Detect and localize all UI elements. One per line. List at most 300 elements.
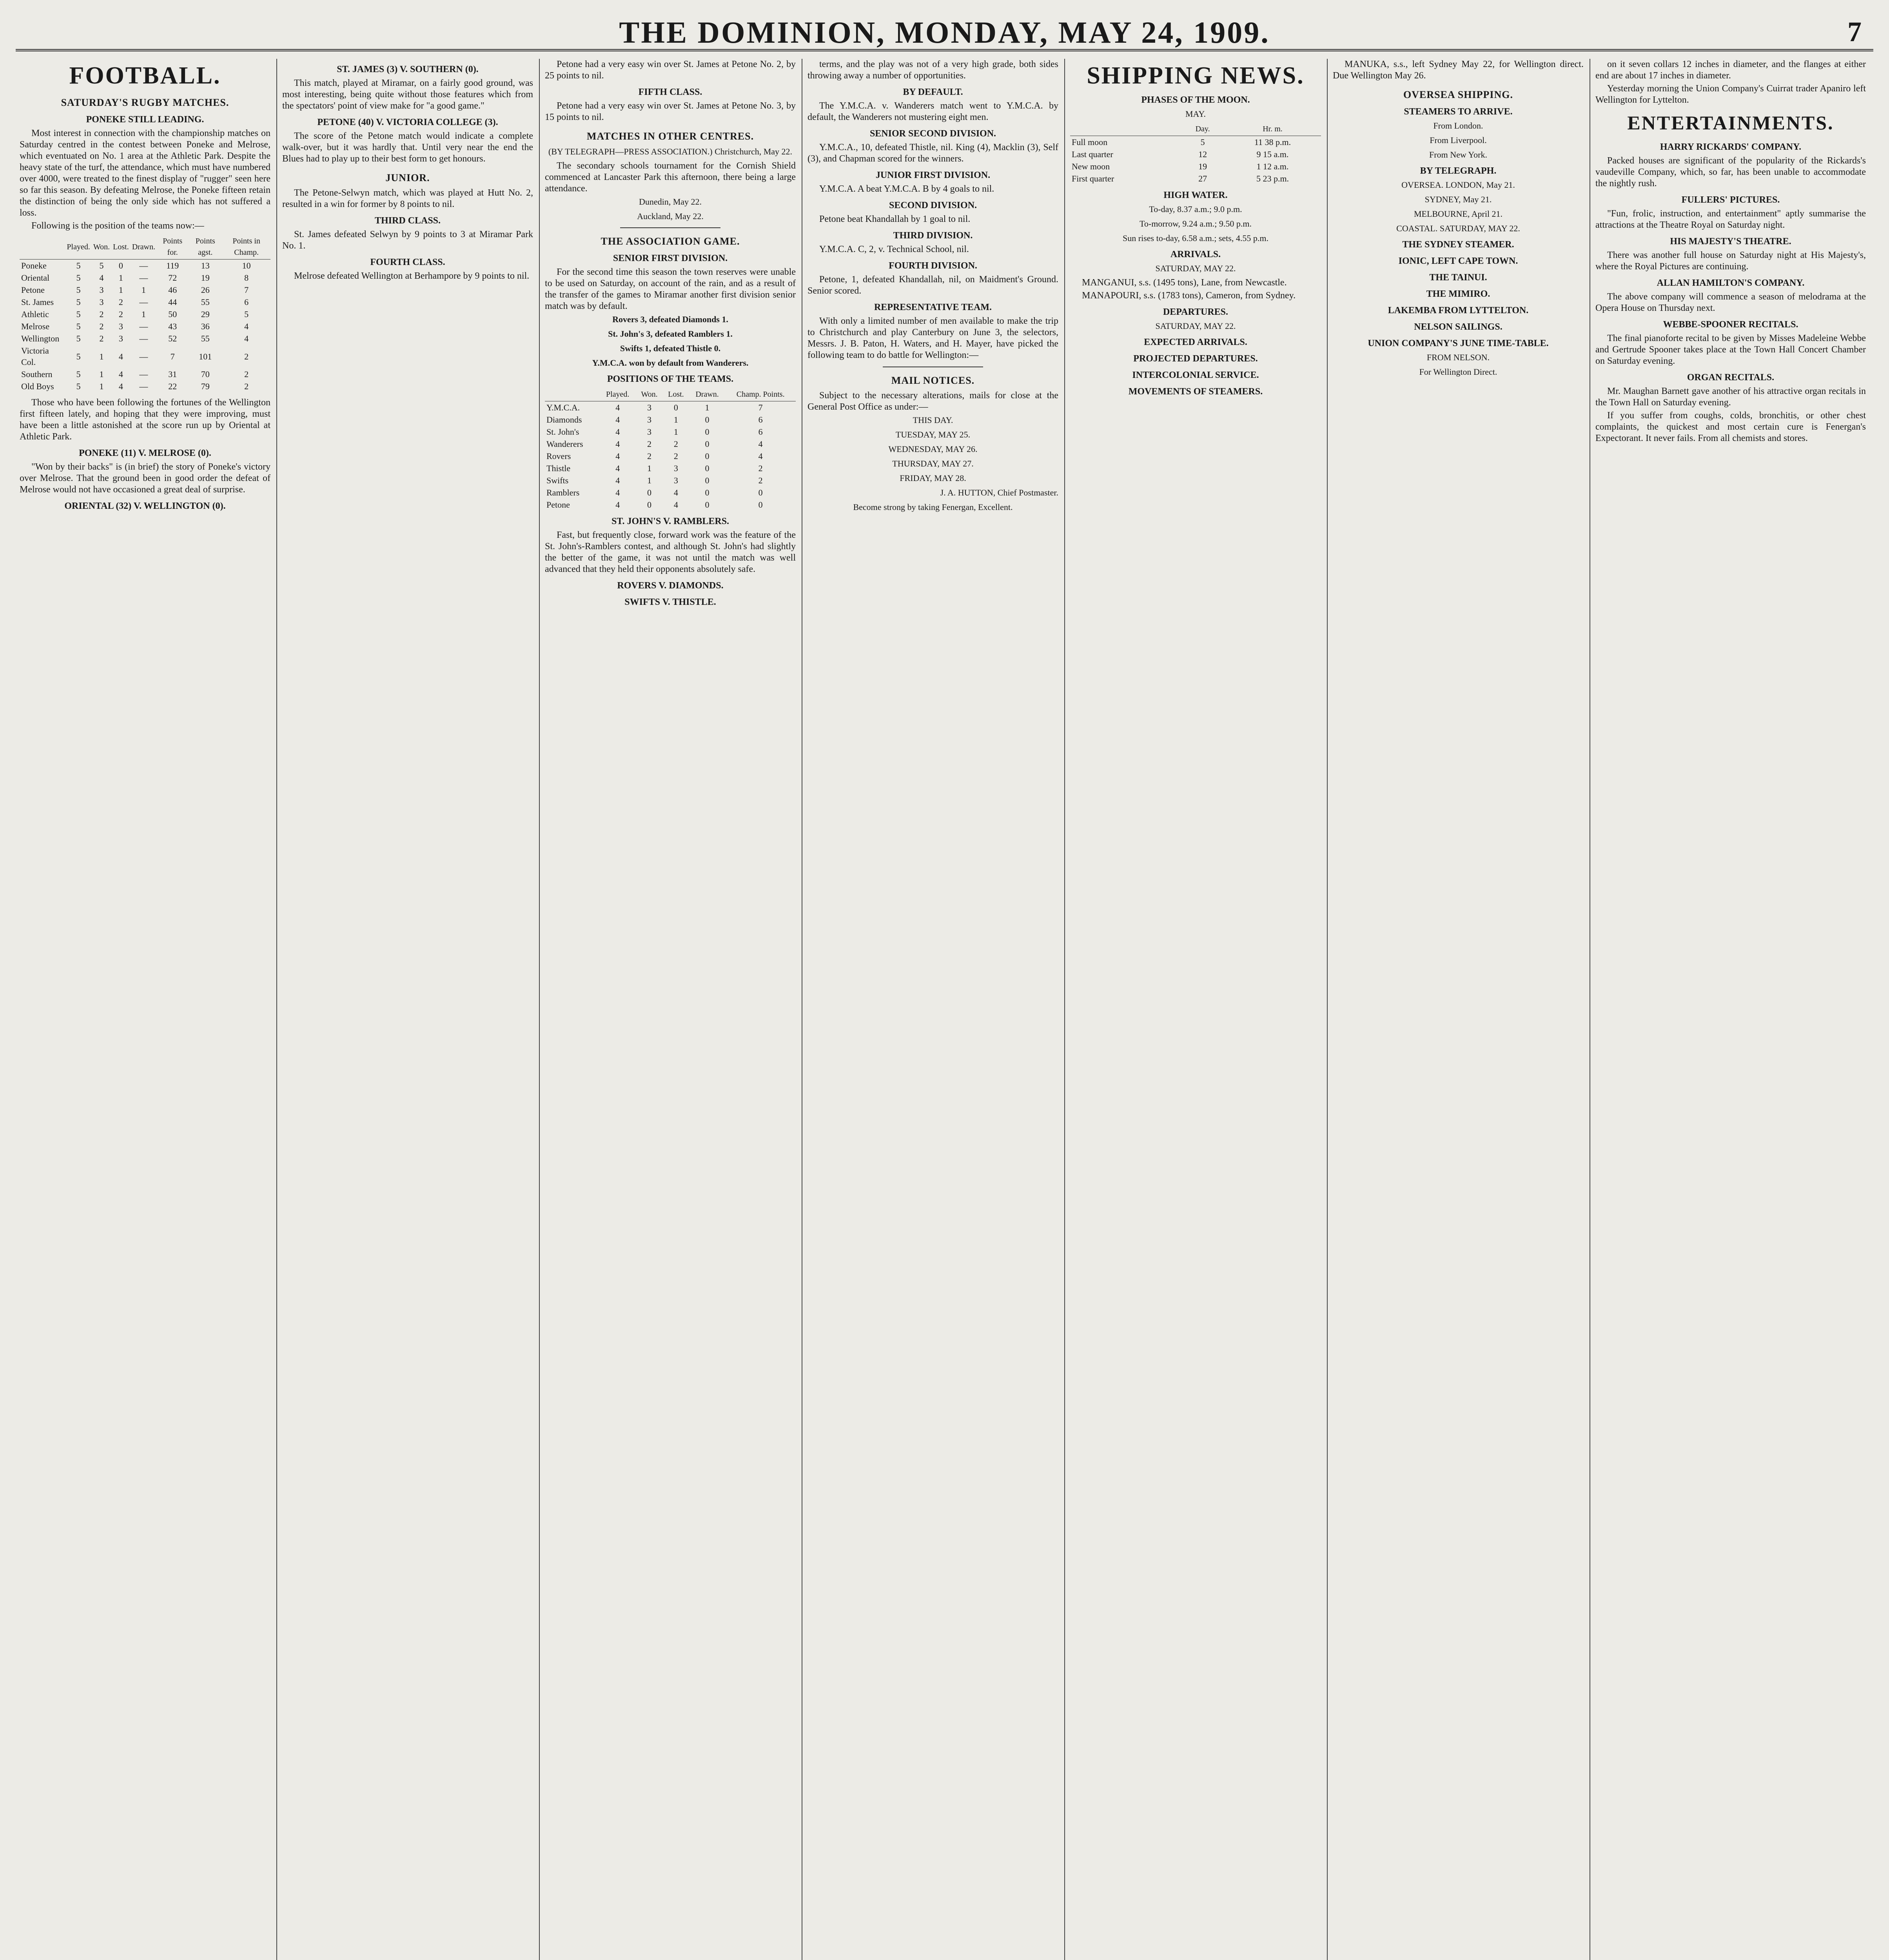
table-row bbox=[545, 499, 796, 511]
table-header-cell: Day. bbox=[1181, 123, 1224, 136]
table-cell: Victoria Col. bbox=[21, 346, 49, 367]
table-cell: — bbox=[139, 369, 148, 379]
table-cell: 13 bbox=[201, 261, 210, 270]
table-cell: 31 bbox=[168, 369, 177, 379]
table-row bbox=[20, 380, 270, 392]
subheading: THE SYDNEY STEAMER. bbox=[1402, 240, 1514, 250]
article-paragraph: If you suffer from coughs, colds, bronchitis, or other chest complaints, the quickest and most certain cure is Fenergan's Expectorant. It never fails. From all chemists and stores. bbox=[1595, 410, 1866, 443]
table-cell: 4 bbox=[615, 500, 620, 510]
article-paragraph: With only a limited number of men available to make the trip to Christchurch and play Canterbury on June 3, the selectors, Messrs. J. B. Paton, H. Waters, and H. Mayer, have picked the following team to do battle for Wellington:— bbox=[807, 316, 1058, 360]
from-line: FROM NELSON. bbox=[1426, 352, 1490, 362]
table-cell: 5 bbox=[76, 321, 81, 331]
article-paragraph: Fast, but frequently close, forward work was the feature of the St. John's-Ramblers contest, and although St. John's had slightly the better of the game, it was not until the match was well advanced that they held their opponents absolutely safe. bbox=[545, 530, 796, 574]
article-paragraph: Mr. Maughan Barnett gave another of his attractive organ recitals in the Town Hall on Saturday evening. bbox=[1595, 386, 1866, 408]
table-cell: 1 bbox=[141, 309, 146, 319]
table-row bbox=[545, 486, 796, 499]
table-header-cell: Points in Champ. bbox=[222, 235, 270, 260]
table-cell: 2 bbox=[673, 451, 678, 461]
subheading: PONEKE (11) V. MELROSE (0). bbox=[79, 448, 211, 458]
table-cell: 72 bbox=[168, 273, 177, 283]
table-cell: 70 bbox=[201, 369, 210, 379]
table-cell: St. John's bbox=[546, 427, 579, 437]
table-header-cell: Played. bbox=[65, 235, 91, 260]
table-row bbox=[545, 474, 796, 486]
table-cell: 0 bbox=[758, 500, 763, 510]
table-cell: 1 bbox=[118, 273, 123, 283]
subheading: HIGH WATER. bbox=[1163, 190, 1228, 200]
article-paragraph: Packed houses are significant of the popularity of the Rickards's vaudeville Company, which, so far, has been unable to accommodate the nightly rush. bbox=[1595, 156, 1866, 189]
table-cell: 1 bbox=[647, 463, 652, 473]
article-paragraph: Petone had a very easy win over St. James at Petone No. 2, by 25 points to nil. bbox=[545, 59, 796, 81]
table-row bbox=[20, 296, 270, 308]
table-cell: Wanderers bbox=[546, 439, 583, 449]
rugby-standings-table bbox=[20, 235, 270, 392]
subheading: INTERCOLONIAL SERVICE. bbox=[1132, 370, 1259, 380]
departures-date: SATURDAY, MAY 22. bbox=[1155, 321, 1236, 331]
table-row bbox=[545, 426, 796, 438]
table-cell: Old Boys bbox=[21, 381, 54, 391]
table-cell: Y.M.C.A. bbox=[546, 403, 580, 412]
table-cell: 5 bbox=[76, 261, 81, 270]
article-paragraph: "Won by their backs" is (in brief) the story of Poneke's victory over Melrose. That the ground been in good order the defeat of Melrose would not have occasioned a great deal of surprise. bbox=[20, 462, 270, 495]
subheading: LAKEMBA FROM LYTTELTON. bbox=[1388, 305, 1529, 316]
table-cell: 43 bbox=[168, 321, 177, 331]
table-cell: 4 bbox=[118, 369, 123, 379]
result-line: Swifts 1, defeated Thistle 0. bbox=[620, 343, 721, 353]
table-cell: 4 bbox=[615, 415, 620, 425]
table-cell: 50 bbox=[168, 309, 177, 319]
from-line: For Wellington Direct. bbox=[1419, 367, 1497, 377]
table-row bbox=[20, 320, 270, 332]
high-water-line: To-morrow, 9.24 a.m.; 9.50 p.m. bbox=[1139, 219, 1252, 229]
table-cell: 2 bbox=[99, 321, 104, 331]
subheading: UNION COMPANY'S JUNE TIME-TABLE. bbox=[1368, 338, 1549, 348]
from-line: From London. bbox=[1433, 121, 1483, 131]
signoff: J. A. HUTTON, Chief Postmaster. bbox=[940, 488, 1058, 497]
result-line: Rovers 3, defeated Diamonds 1. bbox=[612, 314, 728, 324]
table-cell: 1 12 a.m. bbox=[1256, 162, 1289, 171]
table-cell: 26 bbox=[201, 285, 210, 295]
article-paragraph: Y.M.C.A., 10, defeated Thistle, nil. King (4), Macklin (3), Self (3), and Chapman scored for the winners. bbox=[807, 142, 1058, 164]
table-cell: 4 bbox=[758, 451, 763, 461]
advert-line: Become strong by taking Fenergan, Excellent. bbox=[853, 502, 1013, 512]
table-cell: 7 bbox=[758, 403, 763, 412]
table-cell: 3 bbox=[99, 297, 104, 307]
table-cell: 7 bbox=[244, 285, 249, 295]
section-heading: JUNIOR. bbox=[385, 172, 430, 183]
moon-phases-table bbox=[1070, 123, 1321, 185]
article-paragraph: Y.M.C.A. C, 2, v. Technical School, nil. bbox=[819, 244, 969, 254]
article-paragraph: Those who have been following the fortunes of the Wellington first fifteen lately, and hoping that they were improving, must have been a little astonished at the score run up by Oriental at Athletic Park. bbox=[20, 397, 270, 442]
table-cell: 4 bbox=[615, 403, 620, 412]
table-cell: 9 15 a.m. bbox=[1256, 149, 1289, 159]
table-cell: 3 bbox=[647, 403, 652, 412]
article-paragraph: The Y.M.C.A. v. Wanderers match went to Y.M.C.A. by default, the Wanderers not mustering eight men. bbox=[807, 101, 1058, 122]
arrivals-date: SATURDAY, MAY 22. bbox=[1155, 263, 1236, 273]
column-5 bbox=[1070, 59, 1321, 1960]
table-cell: 0 bbox=[118, 261, 123, 270]
association-standings-table bbox=[545, 388, 796, 511]
dateline: Auckland, May 22. bbox=[637, 211, 704, 221]
table-cell: 101 bbox=[199, 351, 212, 361]
table-cell: 4 bbox=[118, 381, 123, 391]
table-cell: 4 bbox=[615, 463, 620, 473]
table-cell: 6 bbox=[758, 427, 763, 437]
divider bbox=[620, 227, 720, 228]
table-header-cell bbox=[20, 235, 65, 260]
column-1 bbox=[20, 59, 270, 1960]
table-cell: 1 bbox=[99, 381, 104, 391]
table-cell: 1 bbox=[673, 415, 678, 425]
table-header-cell: Points agst. bbox=[188, 235, 222, 260]
subheading: THIRD DIVISION. bbox=[893, 230, 973, 241]
dateline: (BY TELEGRAPH—PRESS ASSOCIATION.) Christchurch, May 22. bbox=[548, 147, 793, 156]
subheading: IONIC, LEFT CAPE TOWN. bbox=[1398, 256, 1518, 266]
article-paragraph: Y.M.C.A. A beat Y.M.C.A. B by 4 goals to nil. bbox=[819, 184, 994, 194]
table-cell: 0 bbox=[705, 500, 710, 510]
table-cell: 3 bbox=[647, 427, 652, 437]
subheading: HARRY RICKARDS' COMPANY. bbox=[1660, 142, 1802, 152]
table-cell: 2 bbox=[244, 369, 249, 379]
table-cell: 3 bbox=[118, 321, 123, 331]
table-cell: Poneke bbox=[21, 261, 47, 270]
column-divider bbox=[1064, 59, 1065, 1960]
table-cell: 5 bbox=[76, 273, 81, 283]
mail-day: FRIDAY, MAY 28. bbox=[900, 473, 966, 483]
subheading: THE MIMIRO. bbox=[1426, 289, 1490, 299]
table-cell: Ramblers bbox=[546, 488, 580, 497]
subheading: ORIENTAL (32) V. WELLINGTON (0). bbox=[64, 501, 226, 511]
table-cell: 1 bbox=[673, 427, 678, 437]
table-cell: — bbox=[139, 381, 148, 391]
table-row bbox=[545, 462, 796, 474]
table-cell: 3 bbox=[647, 415, 652, 425]
table-cell: 0 bbox=[705, 427, 710, 437]
article-paragraph: Petone beat Khandallah by 1 goal to nil. bbox=[819, 214, 971, 224]
section-heading: MATCHES IN OTHER CENTRES. bbox=[586, 131, 754, 142]
article-paragraph: The score of the Petone match would indicate a complete walk-over, but it was hardly that. Until very near the end the Blues had to play up to their best form to get honours. bbox=[282, 131, 533, 164]
table-row bbox=[1070, 136, 1321, 149]
table-cell: 4 bbox=[673, 500, 678, 510]
table-cell: 0 bbox=[705, 415, 710, 425]
column-divider bbox=[539, 59, 540, 1960]
table-row bbox=[1070, 160, 1321, 172]
table-cell: 4 bbox=[118, 351, 123, 361]
table-cell: 1 bbox=[118, 285, 123, 295]
subheading: NELSON SAILINGS. bbox=[1414, 322, 1502, 332]
table-cell: 29 bbox=[201, 309, 210, 319]
table-cell: 5 bbox=[76, 381, 81, 391]
table-cell: 0 bbox=[705, 475, 710, 485]
article-paragraph: Yesterday morning the Union Company's Cuirrat trader Apaniro left Wellington for Lyttelton. bbox=[1595, 83, 1866, 105]
table-cell: Swifts bbox=[546, 475, 569, 485]
table-cell: 27 bbox=[1198, 174, 1207, 183]
table-cell: Last quarter bbox=[1072, 149, 1113, 159]
section-heading: MAIL NOTICES. bbox=[891, 375, 975, 386]
column-6 bbox=[1333, 59, 1584, 1960]
subheading: HIS MAJESTY'S THEATRE. bbox=[1670, 236, 1791, 247]
subheading: FIFTH CLASS. bbox=[638, 87, 702, 97]
subheading: ST. JOHN'S V. RAMBLERS. bbox=[611, 516, 729, 526]
article-paragraph: Petone had a very easy win over St. James at Petone No. 3, by 15 points to nil. bbox=[545, 101, 796, 122]
table-cell: 2 bbox=[118, 309, 123, 319]
article-paragraph: MANAPOURI, s.s. (1783 tons), Cameron, from Sydney. bbox=[1082, 290, 1296, 301]
table-cell: — bbox=[139, 261, 148, 270]
table-cell: 2 bbox=[647, 439, 652, 449]
table-cell: 1 bbox=[99, 369, 104, 379]
telegraph-line: OVERSEA. LONDON, May 21. bbox=[1401, 180, 1515, 190]
column-divider bbox=[1327, 59, 1328, 1960]
table-cell: 5 bbox=[1200, 137, 1205, 147]
table-cell: Diamonds bbox=[546, 415, 582, 425]
subheading: THIRD CLASS. bbox=[374, 216, 441, 226]
table-cell: 5 bbox=[76, 334, 81, 343]
article-paragraph: terms, and the play was not of a very high grade, both sides throwing away a number of opportunities. bbox=[807, 59, 1058, 81]
article-paragraph: This match, played at Miramar, on a fairly good ground, was most interesting, being quite without those features which from the spectators' point of view make for "a good game." bbox=[282, 78, 533, 111]
table-cell: 5 bbox=[76, 309, 81, 319]
subheading: FULLERS' PICTURES. bbox=[1681, 195, 1780, 205]
table-cell: 0 bbox=[705, 463, 710, 473]
table-header-cell bbox=[545, 388, 599, 401]
table-header-cell: Hr. m. bbox=[1224, 123, 1321, 136]
table-cell: — bbox=[139, 334, 148, 343]
subheading: SWIFTS V. THISTLE. bbox=[624, 597, 716, 607]
table-row bbox=[545, 414, 796, 426]
table-header-cell: Played. bbox=[599, 388, 636, 401]
high-water-line: To-day, 8.37 a.m.; 9.0 p.m. bbox=[1149, 204, 1242, 214]
table-cell: 10 bbox=[242, 261, 251, 270]
table-cell: 3 bbox=[673, 463, 678, 473]
table-header-cell: Champ. Points. bbox=[725, 388, 796, 401]
masthead bbox=[16, 12, 1873, 51]
subheading: ARRIVALS. bbox=[1170, 249, 1221, 260]
table-cell: 5 bbox=[99, 261, 104, 270]
subheading: PROJECTED DEPARTURES. bbox=[1133, 354, 1258, 364]
table-cell: Petone bbox=[546, 500, 570, 510]
table-row bbox=[545, 450, 796, 462]
table-cell: 4 bbox=[615, 488, 620, 497]
table-row bbox=[1070, 172, 1321, 185]
table-cell: Rovers bbox=[546, 451, 571, 461]
subheading: STEAMERS TO ARRIVE. bbox=[1404, 107, 1513, 117]
subheading: BY TELEGRAPH. bbox=[1420, 166, 1497, 176]
table-cell: 0 bbox=[705, 488, 710, 497]
subheading: FOURTH CLASS. bbox=[370, 257, 445, 267]
article-paragraph: "Fun, frolic, instruction, and entertainment" aptly summarise the attractions at the Theatre Royal on Saturday night. bbox=[1595, 209, 1866, 230]
mail-day: WEDNESDAY, MAY 26. bbox=[888, 444, 978, 454]
column-7 bbox=[1595, 59, 1866, 1960]
article-paragraph: There was another full house on Saturday night at His Majesty's, where the Royal Pictures are continuing. bbox=[1595, 250, 1866, 272]
table-cell: Southern bbox=[21, 369, 53, 379]
table-cell: 4 bbox=[244, 321, 249, 331]
table-cell: 0 bbox=[647, 488, 652, 497]
subheading: ALLAN HAMILTON'S COMPANY. bbox=[1657, 278, 1805, 288]
article-paragraph: on it seven collars 12 inches in diameter, and the flanges at either end are about 17 inches in diameter. bbox=[1595, 59, 1866, 81]
subheading: BY DEFAULT. bbox=[903, 87, 963, 97]
table-cell: — bbox=[139, 321, 148, 331]
telegraph-line: SYDNEY, May 21. bbox=[1424, 194, 1492, 204]
table-cell: 5 bbox=[76, 369, 81, 379]
sun-times: Sun rises to-day, 6.58 a.m.; sets, 4.55 p.m. bbox=[1123, 233, 1268, 243]
table-cell: 36 bbox=[201, 321, 210, 331]
article-paragraph: Most interest in connection with the championship matches on Saturday centred in the contest between Poneke and Melrose, which eventuated on No. 1 area at the Athletic Park. Despite the heavy state of the turf, the attendance, which must have numbered over 4000, were treated to the finest display of "rugger" seen here so far this season. By defeating Melrose, the Poneke fifteen retain the distinction of being the only side which has not suffered a loss. bbox=[20, 128, 270, 218]
table-cell: 5 23 p.m. bbox=[1256, 174, 1289, 183]
subheading: SENIOR SECOND DIVISION. bbox=[869, 129, 996, 139]
table-cell: 55 bbox=[201, 297, 210, 307]
subheading: EXPECTED ARRIVALS. bbox=[1144, 337, 1247, 347]
table-row bbox=[545, 438, 796, 450]
table-cell: 11 38 p.m. bbox=[1254, 137, 1291, 147]
table-header-cell: Lost. bbox=[111, 235, 131, 260]
table-cell: Thistle bbox=[546, 463, 571, 473]
table-cell: 2 bbox=[99, 309, 104, 319]
article-paragraph: The secondary schools tournament for the Cornish Shield commenced at Lancaster Park this afternoon, there being a large attendance. bbox=[545, 161, 796, 194]
table-cell: 3 bbox=[673, 475, 678, 485]
table-cell: 8 bbox=[244, 273, 249, 283]
table-row bbox=[20, 272, 270, 284]
table-row bbox=[20, 332, 270, 345]
subheading: PHASES OF THE MOON. bbox=[1141, 95, 1250, 105]
entertainments-heading: ENTERTAINMENTS. bbox=[1627, 112, 1834, 134]
telegraph-line: MELBOURNE, April 21. bbox=[1414, 209, 1503, 219]
page-number: 7 bbox=[1847, 16, 1862, 47]
article-paragraph: For the second time this season the town reserves were unable to be used on Saturday, on account of the rain, and as a result of the transfer of the games to Miramar another first division senior match was by default. bbox=[545, 267, 796, 311]
table-cell: 79 bbox=[201, 381, 210, 391]
moon-month: MAY. bbox=[1185, 109, 1206, 119]
subheading: MOVEMENTS OF STEAMERS. bbox=[1128, 387, 1263, 397]
table-cell: 4 bbox=[615, 439, 620, 449]
table-cell: 22 bbox=[168, 381, 177, 391]
article-paragraph: MANUKA, s.s., left Sydney May 22, for Wellington direct. Due Wellington May 26. bbox=[1333, 59, 1584, 81]
subheading: WEBBE-SPOONER RECITALS. bbox=[1663, 319, 1798, 330]
table-cell: 0 bbox=[705, 439, 710, 449]
table-row bbox=[20, 308, 270, 320]
article-paragraph: The final pianoforte recital to be given by Misses Madeleine Webbe and Gertrude Spooner takes place at the Town Hall Concert Chamber on Saturday evening. bbox=[1595, 333, 1866, 366]
table-cell: 5 bbox=[76, 351, 81, 361]
table-cell: 3 bbox=[118, 334, 123, 343]
subheading: SECOND DIVISION. bbox=[889, 200, 977, 211]
table-cell: 5 bbox=[76, 285, 81, 295]
subheading: PONEKE STILL LEADING. bbox=[86, 114, 204, 125]
table-row bbox=[1070, 148, 1321, 160]
article-paragraph: Subject to the necessary alterations, mails for close at the General Post Office as under:— bbox=[807, 390, 1058, 412]
article-paragraph: Melrose defeated Wellington at Berhampore by 9 points to nil. bbox=[294, 271, 530, 281]
table-cell: 6 bbox=[758, 415, 763, 425]
section-heading: SATURDAY'S RUGBY MATCHES. bbox=[61, 97, 229, 108]
table-cell: 1 bbox=[99, 351, 104, 361]
table-cell: 4 bbox=[615, 451, 620, 461]
table-cell: 4 bbox=[615, 475, 620, 485]
table-row bbox=[20, 284, 270, 296]
dateline: Dunedin, May 22. bbox=[639, 197, 702, 207]
shipping-heading: SHIPPING NEWS. bbox=[1087, 62, 1305, 89]
result-line: Y.M.C.A. won by default from Wanderers. bbox=[592, 358, 749, 368]
table-cell: Oriental bbox=[21, 273, 50, 283]
column-2 bbox=[282, 59, 533, 1960]
football-heading: FOOTBALL. bbox=[69, 62, 221, 89]
table-cell: 7 bbox=[170, 351, 175, 361]
table-cell: Athletic bbox=[21, 309, 49, 319]
table-cell: Full moon bbox=[1072, 137, 1108, 147]
from-line: From Liverpool. bbox=[1430, 135, 1487, 145]
table-cell: 1 bbox=[705, 403, 710, 412]
article-paragraph: Following is the position of the teams now:— bbox=[31, 221, 204, 231]
table-cell: St. James bbox=[21, 297, 54, 307]
telegraph-line: COASTAL. SATURDAY, MAY 22. bbox=[1396, 223, 1520, 233]
section-heading: THE ASSOCIATION GAME. bbox=[601, 236, 740, 247]
table-header-cell bbox=[1070, 123, 1181, 136]
table-cell: 119 bbox=[166, 261, 179, 270]
table-cell: 5 bbox=[244, 309, 249, 319]
table-cell: 0 bbox=[673, 403, 678, 412]
subheading: ROVERS V. DIAMONDS. bbox=[617, 581, 724, 591]
table-cell: 2 bbox=[118, 297, 123, 307]
table-cell: 4 bbox=[244, 334, 249, 343]
table-cell: 2 bbox=[758, 475, 763, 485]
table-header-cell: Drawn. bbox=[689, 388, 726, 401]
article-paragraph: St. James defeated Selwyn by 9 points to 3 at Miramar Park No. 1. bbox=[282, 229, 533, 251]
table-cell: — bbox=[139, 351, 148, 361]
subheading: THE TAINUI. bbox=[1429, 272, 1487, 283]
table-row bbox=[20, 260, 270, 272]
table-cell: 4 bbox=[615, 427, 620, 437]
section-heading: OVERSEA SHIPPING. bbox=[1403, 89, 1513, 100]
table-cell: 55 bbox=[201, 334, 210, 343]
table-cell: 4 bbox=[758, 439, 763, 449]
table-cell: 0 bbox=[758, 488, 763, 497]
subheading: ORGAN RECITALS. bbox=[1687, 372, 1775, 383]
from-line: From New York. bbox=[1429, 150, 1487, 160]
table-cell: 4 bbox=[673, 488, 678, 497]
table-row bbox=[20, 368, 270, 380]
subheading: FOURTH DIVISION. bbox=[889, 261, 977, 271]
subheading: JUNIOR FIRST DIVISION. bbox=[875, 170, 991, 180]
subheading: PETONE (40) V. VICTORIA COLLEGE (3). bbox=[317, 117, 498, 127]
table-cell: 0 bbox=[647, 500, 652, 510]
table-cell: 46 bbox=[168, 285, 177, 295]
newspaper-page bbox=[16, 12, 1873, 1960]
article-paragraph: MANGANUI, s.s. (1495 tons), Lane, from Newcastle. bbox=[1082, 278, 1287, 288]
table-cell: 2 bbox=[758, 463, 763, 473]
table-cell: 12 bbox=[1198, 149, 1207, 159]
table-cell: 6 bbox=[244, 297, 249, 307]
column-divider bbox=[276, 59, 277, 1960]
table-row bbox=[20, 345, 270, 368]
table-header-cell: Won. bbox=[92, 235, 111, 260]
table-cell: 0 bbox=[705, 451, 710, 461]
mail-day: TUESDAY, MAY 25. bbox=[895, 430, 971, 439]
table-header-cell: Points for. bbox=[157, 235, 188, 260]
table-cell: 1 bbox=[647, 475, 652, 485]
table-cell: 44 bbox=[168, 297, 177, 307]
mail-day: THURSDAY, MAY 27. bbox=[892, 459, 974, 468]
table-cell: Wellington bbox=[21, 334, 60, 343]
article-paragraph: The above company will commence a season of melodrama at the Opera House on Thursday next. bbox=[1595, 292, 1866, 313]
table-header-cell: Drawn. bbox=[131, 235, 157, 260]
table-cell: 2 bbox=[99, 334, 104, 343]
table-cell: 19 bbox=[1198, 162, 1207, 171]
table-cell: 5 bbox=[76, 297, 81, 307]
subheading: REPRESENTATIVE TEAM. bbox=[874, 302, 992, 312]
table-cell: 2 bbox=[244, 381, 249, 391]
table-cell: — bbox=[139, 273, 148, 283]
subheading: ST. JAMES (3) V. SOUTHERN (0). bbox=[337, 64, 479, 74]
table-cell: 2 bbox=[244, 351, 249, 361]
table-row bbox=[545, 401, 796, 414]
mail-day: THIS DAY. bbox=[913, 415, 953, 425]
table-header-cell: Won. bbox=[636, 388, 663, 401]
subheading: POSITIONS OF THE TEAMS. bbox=[607, 374, 734, 384]
